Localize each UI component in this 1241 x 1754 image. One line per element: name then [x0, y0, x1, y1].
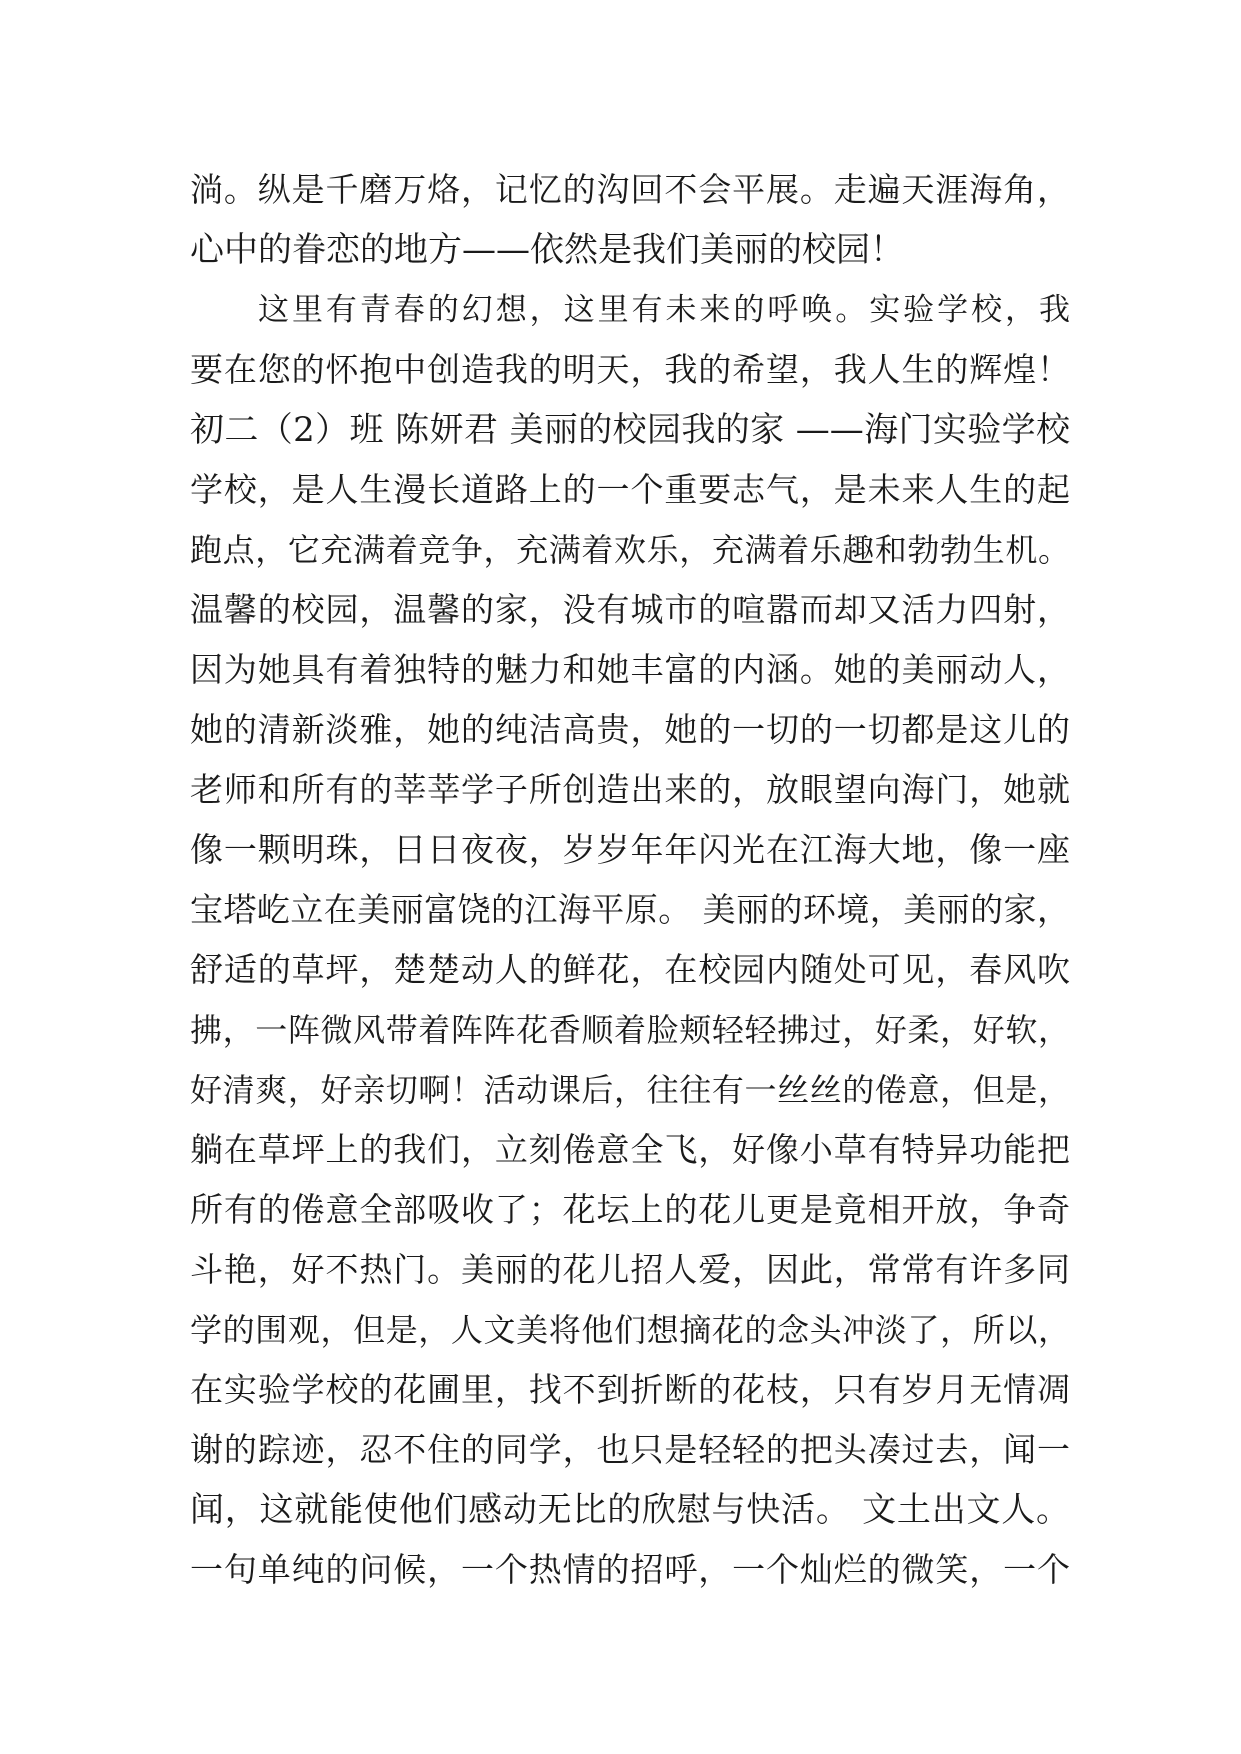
text-line: 宝塔屹立在美丽富饶的江海平原。 美丽的环境，美丽的家，: [190, 890, 1070, 929]
paragraph-start-line: 这里有青春的幻想，这里有未来的呼唤。实验学校，我: [258, 292, 1070, 328]
text-line: 初二（2）班 陈妍君 美丽的校园我的家 ——海门实验学校: [190, 410, 1070, 450]
body-text: [190, 160, 1070, 1600]
text-line: 心中的眷恋的地方——依然是我们美丽的校园！: [190, 230, 904, 270]
text-line: 学的围观，但是，人文美将他们想摘花的念头冲淡了，所以，: [190, 1311, 1070, 1349]
text-line: 斗艳，好不热门。美丽的花儿招人爱，因此，常常有许多同: [190, 1250, 1070, 1289]
text-line: 她的清新淡雅，她的纯洁高贵，她的一切的一切都是这儿的: [190, 710, 1070, 749]
text-line: 因为她具有着独特的魅力和她丰富的内涵。她的美丽动人，: [190, 650, 1070, 689]
text-line: 淌。纵是千磨万烙，记忆的沟回不会平展。走遍天涯海角，: [190, 170, 1070, 209]
text-line: 学校，是人生漫长道路上的一个重要志气，是未来人生的起: [190, 470, 1070, 509]
text-line: 温馨的校园，温馨的家，没有城市的喧嚣而却又活力四射，: [190, 590, 1070, 629]
text-line: 要在您的怀抱中创造我的明天，我的希望，我人生的辉煌！: [190, 350, 1070, 389]
text-line: 舒适的草坪，楚楚动人的鲜花，在校园内随处可见，春风吹: [190, 950, 1070, 989]
text-line: 躺在草坪上的我们，立刻倦意全飞，好像小草有特异功能把: [190, 1130, 1070, 1169]
text-line: 闻，这就能使他们感动无比的欣慰与快活。 文土出文人。: [190, 1490, 1070, 1530]
text-line: 拂，一阵微风带着阵阵花香顺着脸颊轻轻拂过，好柔，好软，: [190, 1011, 1070, 1049]
text-line: 老师和所有的莘莘学子所创造出来的，放眼望向海门，她就: [190, 770, 1070, 809]
text-line: 在实验学校的花圃里，找不到折断的花枝，只有岁月无情凋: [190, 1370, 1070, 1409]
text-line: 一句单纯的问候，一个热情的招呼，一个灿烂的微笑，一个: [190, 1550, 1070, 1589]
text-line: 跑点，它充满着竞争，充满着欢乐，充满着乐趣和勃勃生机。: [190, 531, 1070, 569]
text-line: 像一颗明珠，日日夜夜，岁岁年年闪光在江海大地，像一座: [190, 830, 1070, 869]
text-line: 好清爽，好亲切啊！活动课后，往往有一丝丝的倦意，但是，: [190, 1071, 1070, 1109]
text-line: 所有的倦意全部吸收了；花坛上的花儿更是竟相开放，争奇: [190, 1190, 1070, 1229]
text-line: 谢的踪迹，忍不住的同学，也只是轻轻的把头凑过去，闻一: [190, 1430, 1070, 1469]
